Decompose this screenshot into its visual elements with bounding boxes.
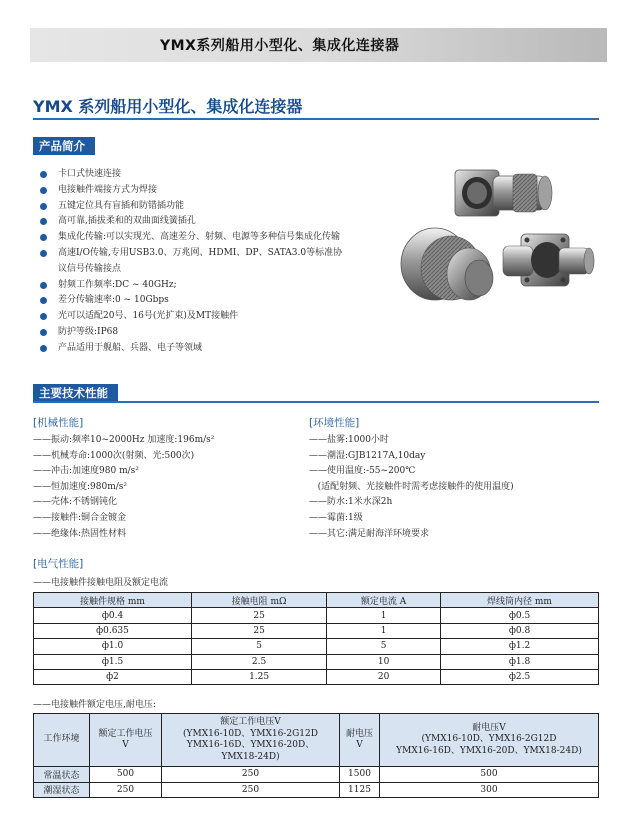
list-item: 差分传输速率:0 ~ 10Gbps <box>40 293 385 309</box>
specs-heading: 主要技术性能 <box>33 384 118 402</box>
list-item: 高速I/O传输,专用USB3.0、万兆网、HDMI、DP、SATA3.0等标准协 <box>40 246 385 262</box>
bullet-icon <box>40 329 47 336</box>
table-header: 额定工作电压 V <box>90 714 162 767</box>
list-item-continuation: 议信号传输接点 <box>58 263 122 274</box>
table-row: ф0.4 25 1 ф0.5 <box>34 608 599 623</box>
bullet-icon <box>40 234 47 241</box>
table2-caption: ——电接触件额定电压,耐电压: <box>33 700 156 710</box>
table-row: 常温状态 500 250 1500 500 <box>34 767 599 783</box>
bullet-icon <box>40 297 47 304</box>
voltage-table <box>33 713 599 798</box>
list-item: 射频工作频率:DC ~ 40GHz; <box>40 278 385 294</box>
table-header: 额定工作电压V (YMX16-10D、YMX16-2G12D YMX16-16D、YMX16-20D、 YMX18-24D) <box>162 714 340 767</box>
intro-bullet-list <box>40 167 385 357</box>
top-connector <box>455 170 552 216</box>
table-header: 耐电压 V <box>340 714 380 767</box>
table-header: 额定电流 A <box>327 593 441 608</box>
table-header: 接触件规格 mm <box>34 593 192 608</box>
list-item: (适配射频、光接触件时需考虑接触件的使用温度) <box>309 481 514 492</box>
table-row: ф2 1.25 20 ф2.5 <box>34 669 599 684</box>
list-item: 产品适用于舰船、兵器、电子等领域 <box>40 341 385 357</box>
table-header: 焊线筒内径 mm <box>441 593 599 608</box>
contact-resistance-table <box>33 592 599 685</box>
list-item: 高可靠,插拔柔和的双曲面线簧插孔 <box>40 214 385 230</box>
bullet-icon <box>40 282 47 289</box>
list-item: ——机械寿命:1000次(射频、光:500次) <box>33 450 195 461</box>
bullet-icon <box>40 345 47 352</box>
receptacle-connector <box>503 234 594 286</box>
table-header: 耐电压V (YMX16-10D、YMX16-2G12D YMX16-16D、YMX16-20D、YMX18-24D) <box>380 714 599 767</box>
list-item: ——绝缘体:热固性材料 <box>33 528 127 539</box>
list-item: 五键定位具有盲插和防错插功能 <box>40 199 385 215</box>
list-item: ——潮湿:GJB1217A,10day <box>309 450 426 461</box>
bullet-icon <box>40 313 47 320</box>
plug-connector <box>401 228 493 300</box>
environmental-title: [环境性能] <box>309 417 360 429</box>
list-item: ——恒加速度:980m/s² <box>33 481 128 492</box>
table-row: ф1.5 2.5 10 ф1.8 <box>34 654 599 669</box>
bullet-icon <box>40 218 47 225</box>
mechanical-list <box>33 433 214 542</box>
table-header: 工作环境 <box>34 714 90 767</box>
table-row: 潮湿状态 250 250 1125 300 <box>34 782 599 798</box>
table-row: ф1.0 5 5 ф1.2 <box>34 639 599 654</box>
bullet-icon <box>40 250 47 257</box>
list-item: ——接触件:铜合金镀金 <box>33 512 127 523</box>
bullet-icon <box>40 171 47 178</box>
list-item: 集成化传输:可以实现光、高速差分、射频、电源等多种信号集成化传输 <box>40 230 385 246</box>
table1-caption: ——电接触件接触电阻及额定电流 <box>33 578 169 588</box>
specs-divider <box>33 401 599 403</box>
table-row: ф0.635 25 1 ф0.8 <box>34 623 599 638</box>
bullet-icon <box>40 203 47 210</box>
list-item: ——使用温度:-55~200℃ <box>309 466 416 477</box>
list-item: 卡口式快速连接 <box>40 167 385 183</box>
list-item: ——霉菌:1级 <box>309 512 363 523</box>
environmental-list <box>309 433 514 542</box>
page-title: YMX 系列船用小型化、集成化连接器 <box>33 97 303 116</box>
intro-heading: 产品简介 <box>33 137 95 155</box>
list-item: 光可以适配20号、16号(光扩束)及MT接触件 <box>40 309 385 325</box>
list-item: 电接触件端接方式为焊接 <box>40 183 385 199</box>
list-item: ——防水:1米水深2h <box>309 497 393 508</box>
top-banner <box>30 28 607 62</box>
list-item: 防护等级:IP68 <box>40 325 385 341</box>
list-item: ——振动:频率10~2000Hz 加速度:196m/s² <box>33 435 215 445</box>
title-divider <box>33 118 599 120</box>
electrical-title: [电气性能] <box>33 558 84 570</box>
list-item: ——其它:满足耐海洋环境要求 <box>309 528 430 539</box>
connector-photo-icon <box>395 160 595 320</box>
bullet-icon <box>40 187 47 194</box>
mechanical-title: [机械性能] <box>33 417 84 429</box>
banner-title: YMX系列船用小型化、集成化连接器 <box>160 38 400 54</box>
table-header: 接触电阻 mΩ <box>191 593 326 608</box>
list-item: ——盐雾:1000小时 <box>309 435 389 445</box>
list-item: ——冲击:加速度980 m/s² <box>33 466 139 477</box>
list-item: ——壳体:不锈钢钝化 <box>33 497 118 508</box>
